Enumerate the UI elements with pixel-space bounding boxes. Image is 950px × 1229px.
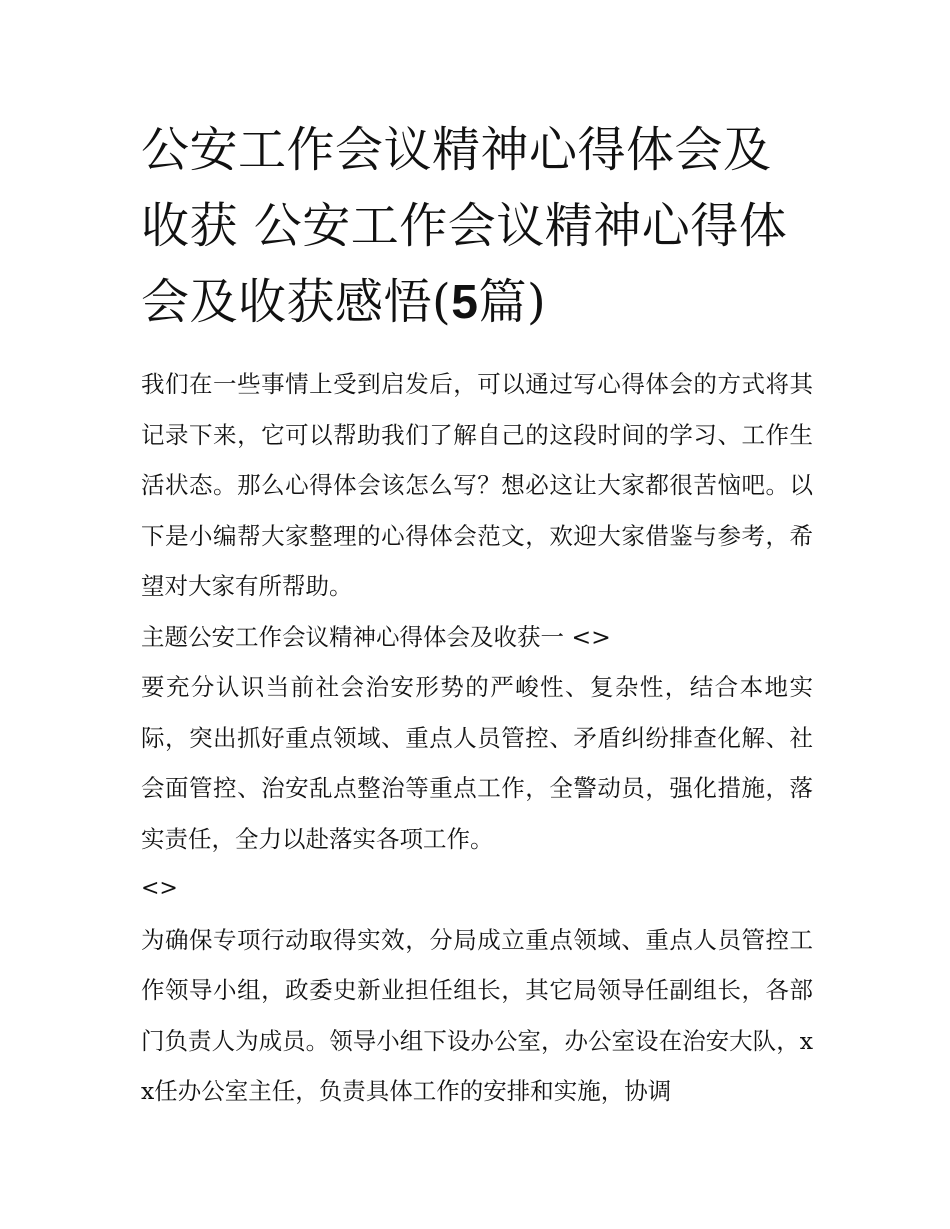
- document-title: [141, 112, 813, 341]
- title-count: 5: [451, 276, 479, 329]
- body-paragraph-1: 要充分认识当前社会治安形势的严峻性、复杂性，结合本地实际，突出抓好重点领域、重点人员管控、矛盾纠纷排查化解、社会面管控、治安乱点整治等重点工作，全警动员，强化措施，落实责任，全力以赴落实各项工作。: [141, 673, 813, 853]
- section-heading: 主题公安工作会议精神心得体会及收获一 <>: [141, 622, 611, 651]
- body-paragraph-2: 为确保专项行动取得实效，分局成立重点领域、重点人员管控工作领导小组，政委史新业担任组长，其它局领导任副组长，各部门负责人为成员。领导小组下设办公室，办公室设在治安大队，xx任办公室主任，负责具体工作的安排和实施，协调: [141, 925, 813, 1105]
- title-suffix: 篇): [478, 274, 547, 330]
- document-body: [141, 112, 813, 1117]
- section-marker: <>: [141, 876, 178, 901]
- intro-paragraph: 我们在一些事情上受到启发后，可以通过写心得体会的方式将其记录下来，它可以帮助我们了解自己的这段时间的学习、工作生活状态。那么心得体会该怎么写？想必这让大家都很苦恼吧。以下是小编帮大家整理的心得体会范文，欢迎大家借鉴与参考，希望对大家有所帮助。: [141, 370, 813, 600]
- title-text: 公安工作会议精神心得体会及收获 公安工作会议精神心得体会及收获感悟(: [141, 122, 788, 330]
